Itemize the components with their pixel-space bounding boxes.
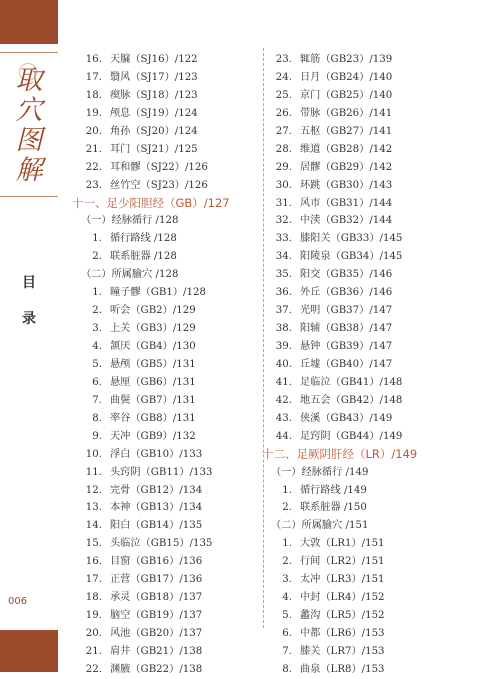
toc-entry[interactable] — [262, 105, 472, 123]
toc-entry-text: 翳风（SJ17）/123 — [110, 71, 198, 83]
toc-entry-text: 地五会（GB42）/148 — [300, 394, 403, 406]
toc-entry[interactable] — [72, 159, 257, 177]
toc-entry[interactable] — [72, 643, 257, 661]
toc-entry[interactable] — [262, 392, 472, 410]
toc-entry-number: 6. — [92, 376, 102, 388]
toc-entry-text: 膝阳关（GB33）/145 — [300, 233, 403, 245]
toc-entry-text: 瘈脉（SJ18）/123 — [110, 89, 198, 101]
toc-entry-text: 悬颅（GB5）/131 — [110, 358, 196, 370]
toc-entry-number: 40. — [275, 358, 292, 370]
toc-entry[interactable] — [262, 625, 472, 643]
toc-entry-number: 14. — [85, 520, 102, 532]
toc-entry-number: 4. — [282, 592, 292, 604]
toc-entry-number: 3. — [282, 574, 292, 586]
toc-entry-number: 19. — [85, 610, 102, 622]
toc-title-char: 录 — [22, 311, 36, 327]
toc-entry-text: 头窍阴（GB11）/133 — [110, 466, 213, 478]
toc-entry-text: 曲泉（LR8）/153 — [300, 663, 385, 675]
toc-entry-text: 外丘（GB36）/146 — [300, 287, 393, 299]
toc-entry[interactable] — [72, 177, 257, 195]
toc-entry[interactable] — [72, 87, 257, 105]
toc-entry-text: 耳和髎（SJ22）/126 — [110, 161, 208, 173]
toc-entry-text: 完骨（GB12）/134 — [110, 484, 203, 496]
toc-entry-number: 8. — [282, 663, 292, 675]
toc-entry[interactable] — [262, 266, 472, 284]
toc-entry[interactable] — [262, 535, 472, 553]
toc-entry[interactable] — [262, 302, 472, 320]
toc-entry[interactable] — [72, 374, 257, 392]
toc-entry-number: 32. — [275, 215, 292, 227]
toc-entry[interactable] — [72, 410, 257, 428]
sidebar-bottom-band — [0, 630, 58, 672]
toc-entry[interactable] — [262, 51, 472, 69]
toc-entry-text: 环跳（GB30）/143 — [300, 179, 393, 191]
logo-char: 图 — [15, 125, 43, 156]
toc-column-right — [262, 51, 472, 679]
toc-entry[interactable] — [262, 356, 472, 374]
toc-entry-number: 30. — [275, 179, 292, 191]
toc-entry-number: 6. — [282, 628, 292, 639]
toc-entry-text: 丘墟（GB40）/147 — [300, 358, 393, 370]
toc-entry-number: 21. — [85, 143, 102, 155]
toc-entry-number: 31. — [275, 197, 292, 209]
toc-entry-number: 44. — [275, 430, 292, 442]
toc-entry-text: 行间（LR2）/151 — [300, 556, 385, 568]
toc-entry[interactable] — [72, 517, 257, 535]
toc-entry-text: 维道（GB28）/142 — [300, 143, 393, 155]
toc-entry-number: 23. — [275, 54, 292, 65]
toc-entry-number: 1. — [92, 287, 102, 299]
toc-entry-text: 浮白（GB10）/133 — [110, 448, 203, 460]
toc-entry[interactable] — [72, 499, 257, 517]
toc-entry-text: 足临泣（GB41）/148 — [300, 376, 403, 388]
toc-entry-number: 1. — [282, 538, 292, 550]
toc-subsection[interactable]: （一）经脉循行 /149 — [271, 466, 369, 478]
toc-entry-text: 天牖（SJ16）/122 — [110, 54, 198, 65]
toc-subsection[interactable]: （二）所属腧穴 /128 — [81, 269, 179, 281]
toc-section-heading[interactable]: 十一、足少阳胆经（GB）/127 — [72, 195, 230, 210]
toc-entry-text: 正营（GB17）/136 — [110, 574, 203, 586]
toc-entry-text: 悬厘（GB6）/131 — [110, 376, 196, 388]
toc-entry-number: 24. — [275, 71, 292, 83]
toc-entry[interactable] — [262, 284, 472, 302]
toc-entry[interactable] — [262, 248, 472, 266]
toc-entry[interactable] — [72, 284, 257, 302]
toc-entry[interactable] — [262, 571, 472, 589]
toc-entry-number: 34. — [275, 251, 292, 263]
sidebar — [0, 0, 58, 672]
toc-entry-number: 5. — [282, 610, 292, 622]
toc-entry-text: 联系脏器 /150 — [300, 502, 367, 514]
toc-entry[interactable] — [72, 607, 257, 625]
toc-entry-text: 太冲（LR3）/151 — [300, 574, 385, 586]
toc-entry-number: 27. — [275, 125, 292, 137]
toc-entry[interactable] — [72, 392, 257, 410]
book-logo — [10, 66, 48, 186]
toc-entry-number: 17. — [85, 574, 102, 586]
toc-entry-number: 43. — [275, 412, 292, 424]
toc-entry[interactable] — [72, 69, 257, 87]
toc-entry-text: 光明（GB37）/147 — [300, 305, 393, 317]
toc-entry-number: 37. — [275, 305, 292, 317]
toc-entry-text: 本神（GB13）/134 — [110, 502, 203, 514]
toc-entry-number: 9. — [92, 430, 102, 442]
toc-subsection[interactable]: （一）经脉循行 /128 — [81, 215, 179, 227]
toc-entry[interactable] — [72, 482, 257, 500]
toc-entry[interactable] — [72, 51, 257, 69]
toc-entry-text: 丝竹空（SJ23）/126 — [110, 179, 208, 191]
toc-column-left — [72, 51, 257, 679]
toc-entry[interactable] — [72, 535, 257, 553]
toc-entry-number: 33. — [275, 233, 292, 245]
toc-entry[interactable] — [262, 87, 472, 105]
toc-entry[interactable] — [262, 589, 472, 607]
toc-entry[interactable] — [262, 428, 472, 446]
toc-entry[interactable] — [262, 410, 472, 428]
toc-entry-text: 瞳子髎（GB1）/128 — [110, 287, 206, 299]
toc-entry-text: 京门（GB25）/140 — [300, 89, 393, 101]
toc-entry-text: 曲鬓（GB7）/131 — [110, 394, 196, 406]
toc-entry-number: 7. — [92, 394, 102, 406]
toc-entry-text: 联系脏器 /128 — [110, 251, 177, 263]
toc-entry-number: 28. — [275, 143, 292, 155]
toc-entry[interactable] — [72, 230, 257, 248]
toc-entry[interactable] — [262, 69, 472, 87]
toc-entry-text: 中封（LR4）/152 — [300, 592, 385, 604]
toc-entry-text: 循行路线 /128 — [110, 233, 177, 245]
toc-entry[interactable] — [72, 141, 257, 159]
toc-entry-text: 耳门（SJ21）/125 — [110, 143, 198, 155]
toc-entry[interactable] — [262, 230, 472, 248]
toc-entry[interactable] — [72, 320, 257, 338]
toc-entry-number: 5. — [92, 358, 102, 370]
toc-entry[interactable] — [72, 625, 257, 643]
toc-entry-text: 日月（GB24）/140 — [300, 71, 393, 83]
toc-entry[interactable] — [262, 643, 472, 661]
toc-entry-text: 循行路线 /149 — [300, 484, 367, 496]
toc-entry[interactable] — [262, 661, 472, 679]
toc-entry[interactable] — [262, 607, 472, 625]
toc-entry-text: 目窗（GB16）/136 — [110, 556, 203, 568]
toc-entry-number: 18. — [85, 592, 102, 604]
toc-entry-number: 18. — [85, 89, 102, 101]
toc-entry-text: 阳陵泉（GB34）/145 — [300, 251, 403, 263]
toc-entry-number: 11. — [85, 466, 102, 478]
toc-entry-number: 25. — [275, 89, 292, 101]
toc-entry-number: 22. — [85, 663, 102, 675]
toc-entry-number: 15. — [85, 538, 102, 550]
toc-entry[interactable] — [72, 661, 257, 679]
toc-entry-text: 足窍阴（GB44）/149 — [300, 430, 403, 442]
toc-entry[interactable] — [262, 482, 472, 500]
toc-entry[interactable] — [72, 446, 257, 464]
toc-entry-text: 头临泣（GB15）/135 — [110, 538, 213, 550]
sidebar-rule — [0, 52, 58, 53]
toc-entry-number: 2. — [282, 502, 292, 514]
toc-entry-text: 角孙（SJ20）/124 — [110, 125, 198, 137]
toc-entry-text: 上关（GB3）/129 — [110, 323, 196, 335]
toc-entry-number: 20. — [85, 628, 102, 639]
toc-entry-text: 风池（GB20）/137 — [110, 628, 203, 639]
toc-entry-number: 21. — [85, 645, 102, 657]
toc-entry-number: 2. — [282, 556, 292, 568]
toc-entry[interactable] — [72, 302, 257, 320]
toc-entry[interactable] — [72, 356, 257, 374]
toc-entry-number: 16. — [85, 54, 102, 65]
logo-char: 取 — [15, 65, 43, 96]
toc-entry-number: 10. — [85, 448, 102, 460]
toc-entry-number: 2. — [92, 305, 102, 317]
logo-char: 穴 — [15, 95, 43, 126]
toc-entry-number: 4. — [92, 341, 102, 352]
toc-entry-text: 五枢（GB27）/141 — [300, 125, 393, 137]
toc-entry-text: 蠡沟（LR5）/152 — [300, 610, 385, 622]
toc-subsection[interactable]: （二）所属腧穴 /151 — [271, 520, 369, 532]
toc-entry-text: 中渎（GB32）/144 — [300, 215, 393, 227]
sidebar-top-band — [0, 0, 58, 44]
logo-char: 解 — [15, 155, 43, 186]
toc-entry-number: 41. — [275, 376, 292, 388]
toc-entry-number: 20. — [85, 125, 102, 137]
toc-entry-number: 1. — [92, 233, 102, 245]
toc-entry-text: 大敦（LR1）/151 — [300, 538, 385, 550]
toc-entry-text: 听会（GB2）/129 — [110, 305, 196, 317]
toc-entry[interactable] — [72, 105, 257, 123]
toc-entry-text: 天冲（GB9）/132 — [110, 430, 196, 442]
toc-entry-number: 39. — [275, 341, 292, 352]
toc-entry[interactable] — [262, 374, 472, 392]
toc-entry[interactable] — [72, 123, 257, 141]
toc-entry-text: 膝关（LR7）/153 — [300, 645, 385, 657]
toc-entry-number: 35. — [275, 269, 292, 281]
toc-entry-number: 29. — [275, 161, 292, 173]
toc-entry-number: 13. — [85, 502, 102, 514]
toc-section-heading[interactable]: 十二、足厥阴肝经（LR）/149 — [262, 446, 418, 461]
toc-entry-text: 脑空（GB19）/137 — [110, 610, 203, 622]
toc-entry[interactable] — [72, 464, 257, 482]
toc-entry-text: 率谷（GB8）/131 — [110, 412, 196, 424]
toc-entry-text: 颅息（SJ19）/124 — [110, 107, 198, 119]
toc-entry-text: 颔厌（GB4）/130 — [110, 341, 196, 352]
toc-entry[interactable] — [262, 195, 472, 213]
toc-entry-text: 阳白（GB14）/135 — [110, 520, 203, 532]
toc-entry[interactable] — [262, 159, 472, 177]
toc-entry[interactable] — [262, 320, 472, 338]
toc-entry-number: 2. — [92, 251, 102, 263]
toc-entry-number: 38. — [275, 323, 292, 335]
toc-entry[interactable] — [262, 123, 472, 141]
toc-entry-number: 36. — [275, 287, 292, 299]
toc-entry-number: 17. — [85, 71, 102, 83]
toc-entry-text: 中都（LR6）/153 — [300, 628, 385, 639]
toc-entry[interactable] — [72, 248, 257, 266]
toc-entry[interactable] — [262, 338, 472, 356]
toc-entry-text: 悬钟（GB39）/147 — [300, 341, 393, 352]
toc-entry[interactable] — [262, 212, 472, 230]
toc-entry-number: 1. — [282, 484, 292, 496]
toc-entry-text: 渊腋（GB22）/138 — [110, 663, 203, 675]
toc-title-char: 目 — [22, 275, 36, 291]
toc-entry[interactable] — [262, 499, 472, 517]
toc-entry-number: 26. — [275, 107, 292, 119]
toc-entry[interactable] — [72, 553, 257, 571]
toc-entry[interactable] — [72, 571, 257, 589]
toc-entry-text: 承灵（GB18）/137 — [110, 592, 203, 604]
toc-entry-number: 42. — [275, 394, 292, 406]
toc-entry-text: 居髎（GB29）/142 — [300, 161, 393, 173]
toc-entry-text: 辄筋（GB23）/139 — [300, 54, 393, 65]
toc-entry-text: 阳辅（GB38）/147 — [300, 323, 393, 335]
toc-entry[interactable] — [262, 141, 472, 159]
toc-entry[interactable] — [72, 428, 257, 446]
toc-entry[interactable] — [262, 177, 472, 195]
sidebar-rule — [0, 196, 58, 197]
toc-entry-text: 肩井（GB21）/138 — [110, 645, 203, 657]
toc-entry-number: 3. — [92, 323, 102, 335]
toc-entry-text: 风市（GB31）/144 — [300, 197, 393, 209]
page-number: 006 — [8, 596, 28, 607]
toc-entry-text: 带脉（GB26）/141 — [300, 107, 393, 119]
toc-entry-number: 8. — [92, 412, 102, 424]
toc-entry[interactable] — [72, 589, 257, 607]
toc-entry[interactable] — [72, 338, 257, 356]
toc-entry-number: 19. — [85, 107, 102, 119]
toc-entry-number: 23. — [85, 179, 102, 191]
toc-entry-text: 阳交（GB35）/146 — [300, 269, 393, 281]
toc-entry-number: 12. — [85, 484, 102, 496]
toc-entry-number: 7. — [282, 645, 292, 657]
toc-entry[interactable] — [262, 553, 472, 571]
toc-entry-number: 16. — [85, 556, 102, 568]
toc-entry-text: 侠溪（GB43）/149 — [300, 412, 393, 424]
toc-entry-number: 22. — [85, 161, 102, 173]
